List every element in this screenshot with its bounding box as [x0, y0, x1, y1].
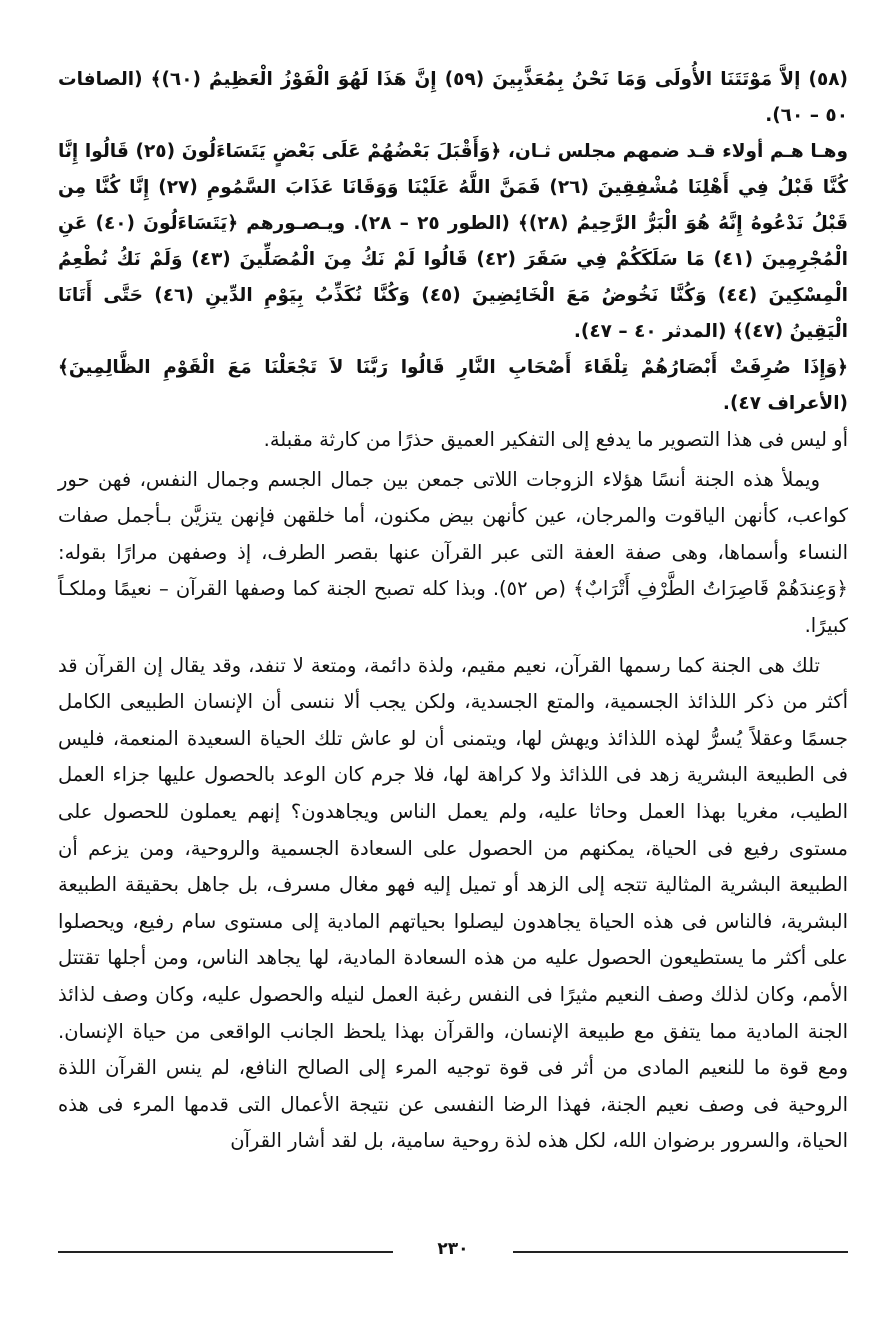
- footer-rule-right: [513, 1251, 848, 1253]
- paragraph: أو ليس فى هذا التصوير ما يدفع إلى التفكير العميق حذرًا من كارثة مقبلة.: [263, 428, 848, 451]
- paragraph: ويملأ هذه الجنة أنسًا هؤلاء الزوجات اللاتى جمعن بين جمال الجسم وجمال النفس، فهن حور كواعب، كأنهن الياقوت والمرجان، عين كأنهن بيض مكنون، أما خلقهن فإنهن يتزيَّن بـأجمل صفات النساء وأسماها، وهى صفة العفة التى عبر القرآن عنها بقصر الطرف، إذ وصفهن مرارًا بقوله: ﴿وَعِندَهُمْ قَاصِرَاتُ الطَّرْفِ أَتْرَابٌ﴾ (ص ٥٢). وبذا كله تصبح الجنة كما وصفها القرآن – نعيمًا وملكـاً كبيرًا.: [58, 467, 848, 637]
- book-page: [58, 62, 848, 1298]
- quote-line: وهـا هـم أولاء قـد ضمهم مجلس ثـان، ﴿وَأَقْبَلَ بَعْضُهُمْ عَلَى بَعْضٍ يَتَسَاءَلُونَ (٢٥) قَالُوا إِنَّا كُنَّا قَبْلُ فِي أَهْلِنَا مُشْفِقِينَ (٢٦) فَمَنَّ اللَّهُ عَلَيْنَا وَوَقَانَا عَذَابَ السَّمُومِ (٢٧) إِنَّا كُنَّا مِن قَبْلُ نَدْعُوهُ إِنَّهُ هُوَ الْبَرُّ الرَّحِيمُ (٢٨)﴾ (الطور ٢٥ – ٢٨). ويـصـورهم ﴿يَتَسَاءَلُونَ (٤٠) عَنِ الْمُجْرِمِينَ (٤١) مَا سَلَكَكُمْ فِي سَقَرَ (٤٢) قَالُوا لَمْ نَكُ مِنَ الْمُصَلِّينَ (٤٣) وَلَمْ نَكُ نُطْعِمُ الْمِسْكِينَ (٤٤) وَكُنَّا نَخُوضُ مَعَ الْخَائِضِينَ (٤٥) وَكُنَّا نُكَذِّبُ بِيَوْمِ الدِّينِ (٤٦) حَتَّى أَتَانَا الْيَقِينُ (٤٧)﴾ (المدثر ٤٠ – ٤٧).: [58, 141, 848, 342]
- paragraph: تلك هى الجنة كما رسمها القرآن، نعيم مقيم، ولذة دائمة، ومتعة لا تنفد، وقد يقال إن القرآن قد أكثر من ذكر اللذائذ الجسمية، والمتع الجسدية، ولكن يجب ألا ننسى أن الإنسان الطبيعى الكامل جسمًا وعقلاً يُسرُّ لهذه اللذائذ ويهش لها، ويتمنى أن لو عاش تلك الحياة السعيدة المنعمة، فليس فى الطبيعة البشرية زهد فى اللذائذ ولا كراهة لها، فلا جرم كان الوعد بالحصول عليها جزاء العمل الطيب، مغريا بهذا العمل وحاثا عليه، ولم يعمل الناس ويجاهدون؟ إنهم يعملون للحصول على مستوى رفيع فى الحياة، يمكنهم من الحصول على السعادة الجسمية والروحية، ومن يزعم أن الطبيعة البشرية المثالية تتجه إلى الزهد أو تميل إليه فهو مغال مسرف، بل جاهل بحقيقة الطبيعة البشرية، فالناس فى هذه الحياة يجاهدون ليصلوا بحياتهم المادية إلى مستوى سام رفيع، ويحصلوا على أكثر ما يستطيعون الحصول عليه من هذه السعادة المادية، لها يجاهد الناس، ومن أجلها تقتتل الأمم، وكان لذلك وصف النعيم مثيرًا فى النفس رغبة العمل لنيله والحصول عليه، وكان وصف لذائذ الجنة المادية مما يتفق مع طبيعة الإنسان، والقرآن بهذا يلحظ الجانب الواقعى من حياة الإنسان. ومع قوة ما للنعيم المادى من أثر فى قوة توجيه المرء إلى الصالح النافع، لم ينس القرآن اللذة الروحية فى وصف نعيم الجنة، فهذا الرضا النفسى عن نتيجة الأعمال التى قدمها المرء فى هذه الحياة، والسرور برضوان الله، لكل هذه لذة روحية سامية، بل لقد أشار القرآن: [58, 653, 848, 1153]
- page-footer: [58, 1237, 848, 1267]
- page-number: ٢٣٠: [437, 1239, 469, 1259]
- quran-quotations: [58, 62, 848, 422]
- quote-line: ﴿وَإِذَا صُرِفَتْ أَبْصَارُهُمْ تِلْقَاءَ أَصْحَابِ النَّارِ قَالُوا رَبَّنَا لاَ تَجْعَلْنَا مَعَ الْقَوْمِ الظَّالِمِينَ﴾ (الأعراف ٤٧).: [58, 357, 848, 414]
- body-text: [58, 422, 848, 1160]
- quote-line: (٥٨) إلاَّ مَوْتَتَنَا الأُولَى وَمَا نَحْنُ بِمُعَذَّبِينَ (٥٩) إِنَّ هَذَا لَهُوَ الْفَوْزُ الْعَظِيمُ (٦٠)﴾ (الصافات ٥٠ – ٦٠).: [58, 69, 848, 126]
